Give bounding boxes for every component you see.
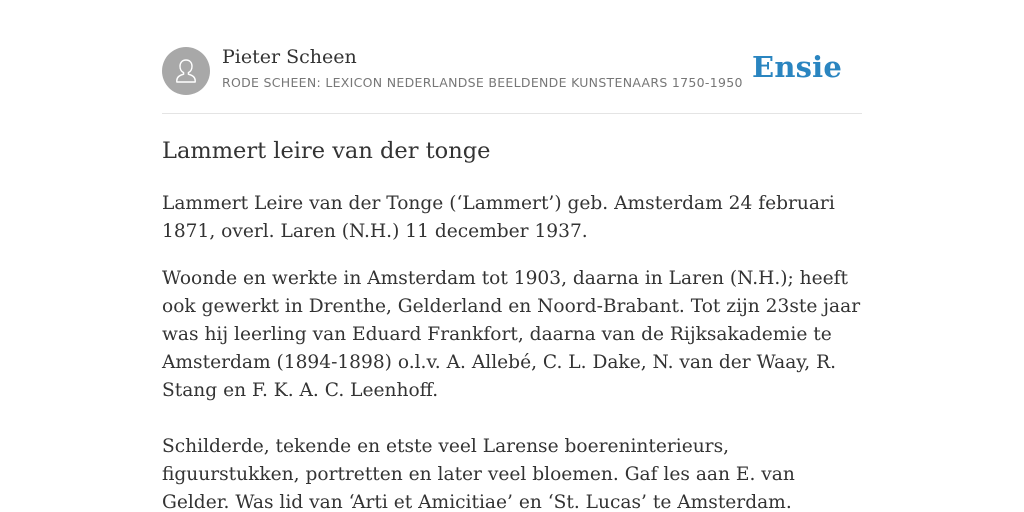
brand-logo[interactable]: Ensie bbox=[752, 50, 842, 84]
entry-body bbox=[162, 190, 866, 512]
entry-title: Lammert leire van der tonge bbox=[162, 138, 491, 164]
entry-header bbox=[162, 46, 862, 96]
source-title[interactable]: RODE SCHEEN: LEXICON NEDERLANDSE BEELDENDE KUNSTENAARS 1750-1950 bbox=[222, 75, 743, 90]
entry-paragraph-3: Schilderde, tekende en etste veel Larense boereninterieurs, figuurstukken, portretten en later veel bloemen. Gaf les aan E. van Gelder. Was lid van ‘Arti et Amicitiae’ en ‘St. Lucas’ te Amsterdam. bbox=[162, 436, 795, 512]
user-silhouette-icon bbox=[171, 56, 201, 86]
header-divider bbox=[162, 113, 862, 114]
entry-paragraph-2: Woonde en werkte in Amsterdam tot 1903, daarna in Laren (N.H.); heeft ook gewerkt in Drenthe, Gelderland en Noord-Brabant. Tot zijn 23ste jaar was hij leerling van Eduard Frankfort, daarna van de Rijksakademie te Amsterdam (1894-1898) o.l.v. A. Allebé, C. L. Dake, N. van der Waay, R. Stang en F. K. A. C. Leenhoff. bbox=[162, 268, 861, 401]
entry-paragraph-1: Lammert Leire van der Tonge (‘Lammert’) geb. Amsterdam 24 februari 1871, overl. Laren (N.H.) 11 december 1937. bbox=[162, 193, 835, 242]
author-name[interactable]: Pieter Scheen bbox=[222, 46, 357, 68]
author-avatar[interactable] bbox=[162, 47, 210, 95]
